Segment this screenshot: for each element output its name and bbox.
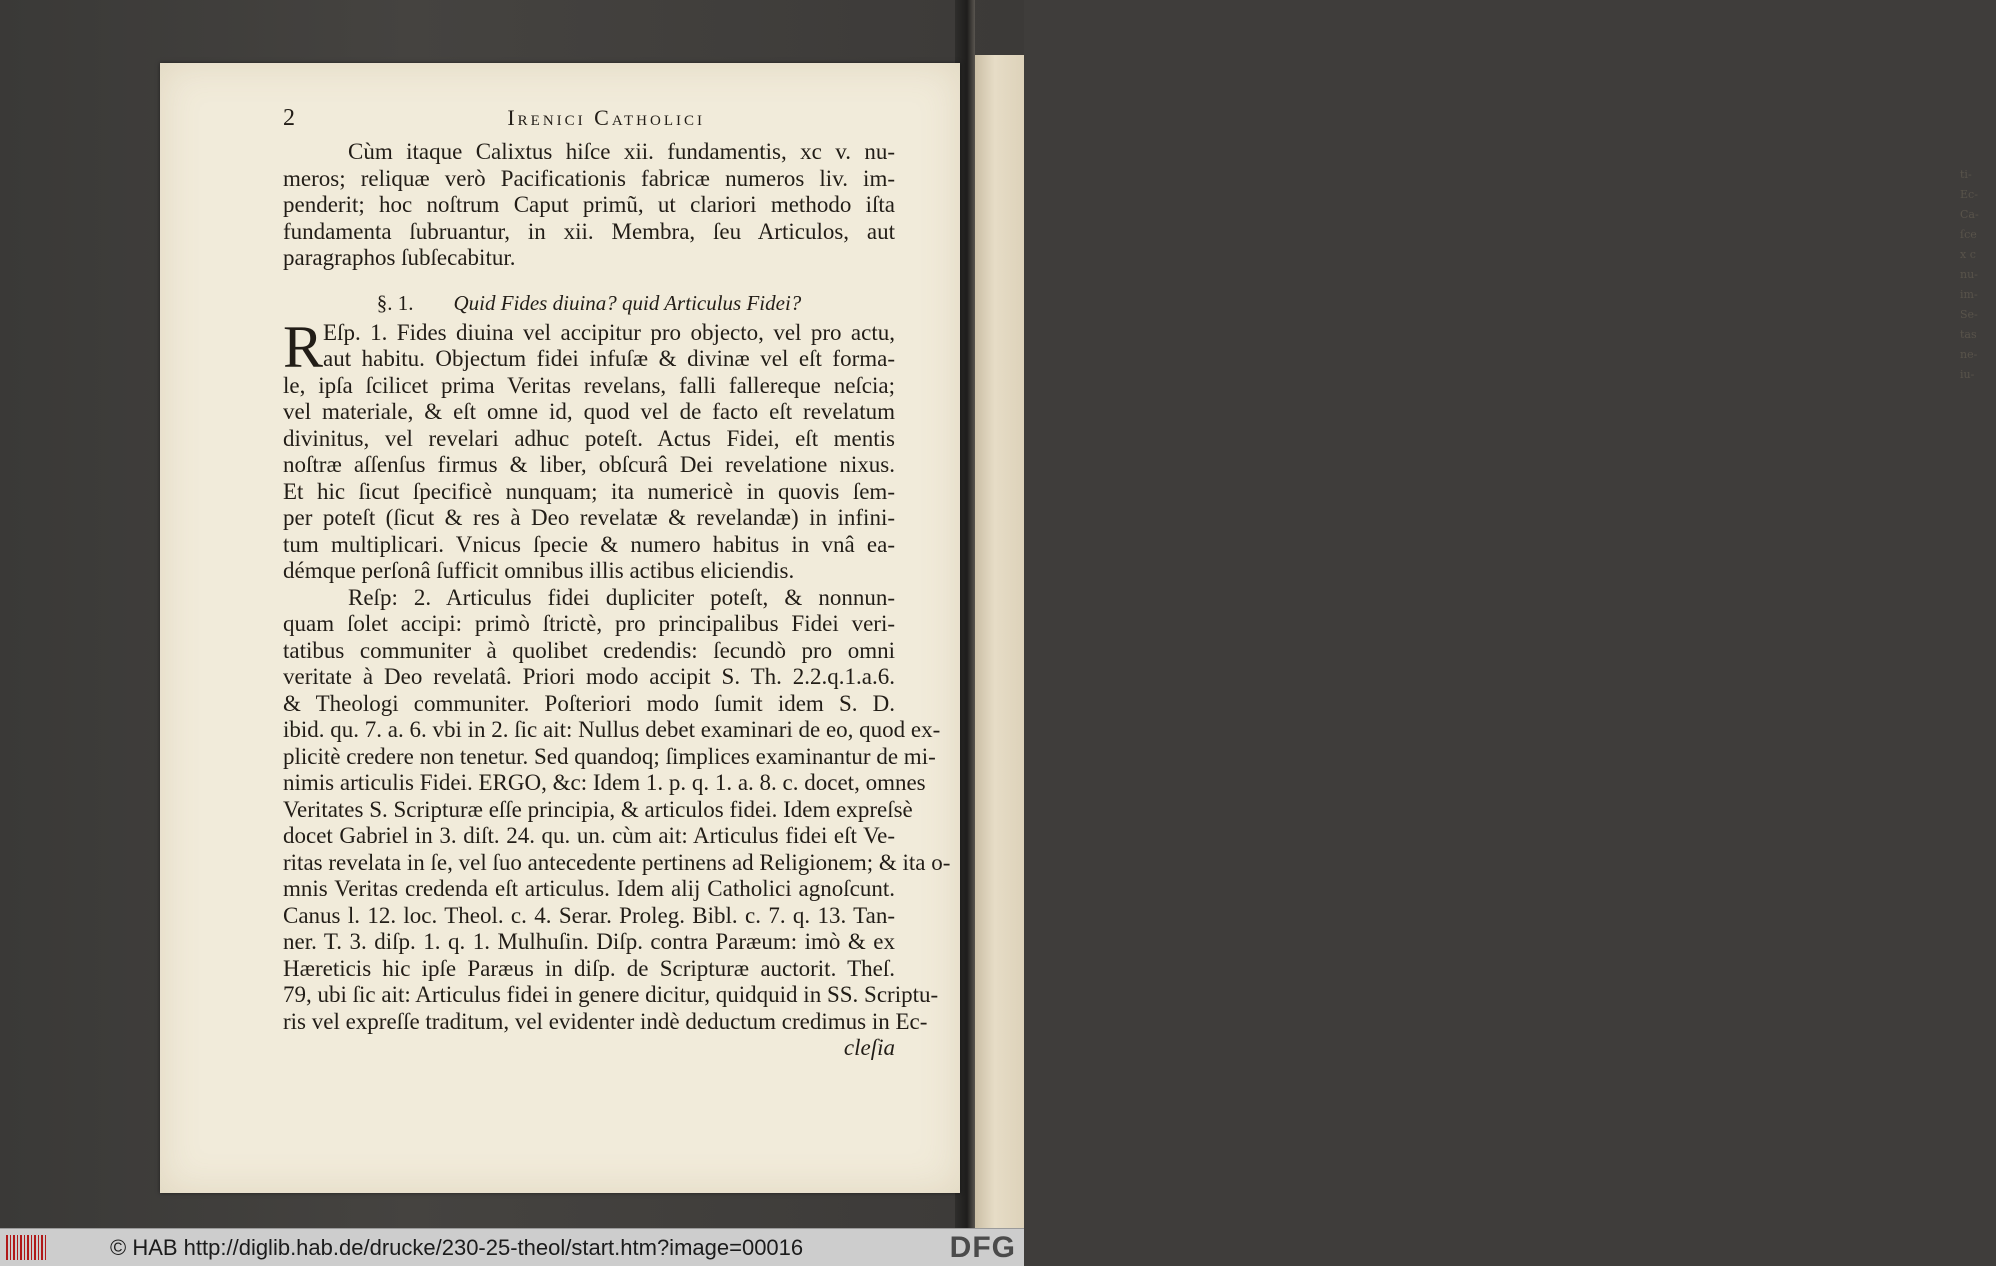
resp2-lines-line: ner. T. 3. diſp. 1. q. 1. Mulhuſin. Diſp. contra Paræum: imò & ex (283, 929, 895, 954)
resp2-lines-line: Veritates S. Scripturæ eſſe principia, & articulos fidei. Idem expreſsè (283, 796, 913, 822)
adjacent-page-fragment: Ec- (1960, 188, 1978, 201)
resp1-lines-line: aut habitu. Objectum fidei infuſæ & divinæ vel eſt forma- (323, 346, 895, 371)
resp2-lines-line: Reſp: 2. Articulus fidei dupliciter poteſt, & nonnun- (348, 584, 895, 610)
resp1-lines-line: divinitus, vel revelari adhuc poteſt. Actus Fidei, eſt mentis (283, 425, 895, 451)
resp1-lines-line: noſtræ aſſenſus firmus & liber, obſcurâ Dei revelatione nixus. (283, 452, 895, 477)
viewer-footer (0, 1228, 1024, 1266)
intro-lines-line: meros; reliquæ verò Pacificationis fabricæ numeros liv. im- (283, 165, 895, 191)
resp1-lines-line: per poteſt (ſicut & res à Deo revelatæ & revelandæ) in infini- (283, 505, 895, 530)
intro-lines-line: Cùm itaque Calixtus hiſce xii. fundamentis, xc v. nu- (348, 139, 895, 164)
running-head: Irenici Catholici (507, 105, 705, 130)
adjacent-page-edge (975, 55, 1979, 1228)
section-heading (283, 286, 895, 320)
resp2-lines-line: ibid. qu. 7. a. 6. vbi in 2. ſic ait: Nullus debet examinari de eo, quod ex- (283, 717, 941, 742)
adjacent-page-fragment: ſce (1960, 228, 1977, 241)
adjacent-page-fragment: Ca- (1960, 208, 1979, 221)
resp1-lines-line: le, ipſa ſcilicet prima Veritas revelans, falli fallereque neſcia; (283, 372, 895, 398)
adjacent-page-fragment: Se- (1960, 308, 1978, 321)
resp2-lines-line: nimis articulis Fidei. ERGO, &c: Idem 1. p. q. 1. a. 8. c. docet, omnes (283, 770, 926, 795)
adjacent-page-fragment: im- (1960, 288, 1978, 301)
response-1-lines (283, 313, 895, 585)
resp1-lines-line: Et hic ſicut ſpecificè nunquam; ita numericè in quovis ſem- (283, 478, 895, 504)
adjacent-page-fragment: ne- (1960, 348, 1978, 361)
resp2-lines-line: tatibus communiter à quolibet credendis: ſecundò pro omni (283, 637, 895, 663)
resp2-lines-line: 79, ubi ſic ait: Articulus fidei in genere dicitur, quidquid in SS. Scriptu- (283, 982, 939, 1007)
resp2-lines-line: quam ſolet accipi: primò ſtrictè, pro principalibus Fidei veri- (283, 611, 895, 636)
resp2-lines-line: plicitè credere non tenetur. Sed quandoq; ſimplices examinantur de mi- (283, 743, 936, 769)
resp2-lines-line: & Theologi communiter. Poſteriori modo ſumit idem S. D. (283, 690, 895, 716)
section-number: §. 1. (376, 290, 414, 315)
section-title: Quid Fides diuina? quid Articulus Fidei? (453, 290, 802, 315)
response-2 (283, 584, 951, 1036)
adjacent-page-fragment: iu- (1960, 368, 1975, 381)
resp2-lines-line: docet Gabriel in 3. diſt. 24. qu. un. cùm ait: Articulus fidei eſt Ve- (283, 823, 895, 848)
catchword: cleſia (843, 1035, 895, 1060)
resp1-lines-line: Eſp. 1. Fides diuina vel accipitur pro objecto, vel pro actu, (323, 319, 895, 345)
response-1 (283, 313, 895, 585)
adjacent-page-fragment: tas (1960, 328, 1977, 341)
intro-paragraph (283, 139, 895, 272)
resp2-lines-line: ris vel expreſſe traditum, vel evidenter indè deductum credimus in Ec- (283, 1008, 928, 1034)
dfg-logo: DFG (949, 1231, 1016, 1264)
intro-lines-line: paragraphos ſubſecabitur. (283, 245, 516, 270)
resp1-lines-line: vel materiale, & eſt omne id, quod vel de facto eſt revelatum (283, 399, 895, 424)
resp2-lines-line: Hæreticis hic ipſe Paræus in diſp. de Scripturæ auctorit. Theſ. (283, 955, 895, 981)
hab-logo-icon (6, 1235, 46, 1260)
resp1-lines-line: démque perſonâ ſufficit omnibus illis actibus eliciendis. (283, 558, 795, 583)
source-url[interactable]: © HAB http://diglib.hab.de/drucke/230-25-theol/start.htm?image=00016 (110, 1235, 804, 1260)
adjacent-page-fragment: nu- (1960, 268, 1978, 281)
page-header (283, 105, 895, 139)
resp2-lines-line: veritate à Deo revelatâ. Priori modo accipit S. Th. 2.2.q.1.a.6. (283, 664, 895, 689)
resp1-lines-line: tum multiplicari. Vnicus ſpecie & numero habitus in vnâ ea- (283, 531, 895, 557)
adjacent-page-text (1960, 165, 1996, 385)
drop-cap: R (283, 313, 324, 380)
resp2-lines-line: mnis Veritas credenda eſt articulus. Idem alij Catholici agnoſcunt. (283, 876, 895, 901)
intro-lines-line: fundamenta ſubruantur, in xii. Membra, ſeu Articulos, aut (283, 218, 895, 244)
resp2-lines-line: Canus l. 12. loc. Theol. c. 4. Serar. Proleg. Bibl. c. 7. q. 13. Tan- (283, 902, 895, 928)
resp2-lines-line: ritas revelata in ſe, vel ſuo antecedente pertinens ad Religionem; & ita o- (283, 849, 951, 875)
adjacent-page-fragment: ti- (1960, 168, 1972, 181)
page-text-block (283, 105, 951, 1062)
page-number: 2 (283, 105, 295, 131)
intro-lines-line: penderit; hoc noſtrum Caput primũ, ut clariori methodo iſta (283, 192, 895, 217)
adjacent-page-fragment: x c (1960, 248, 1976, 261)
